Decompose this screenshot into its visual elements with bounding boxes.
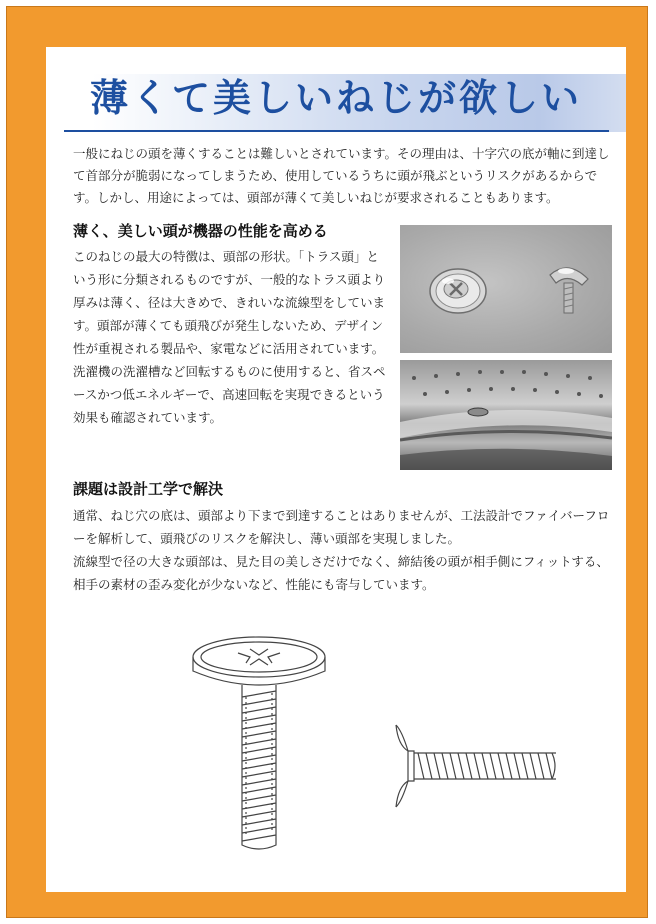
section2-heading: 課題は設計工学で解決: [73, 480, 224, 498]
title-underline: [64, 130, 609, 132]
content-panel: [46, 47, 626, 892]
screw-line-drawing: [176, 627, 556, 857]
orange-frame: [6, 6, 648, 918]
section1-body: [73, 245, 391, 429]
intro-paragraph: 一般にねじの頭を薄くすることは難しいとされています。その理由は、十字穴の底が軸に到達して首部分が脆弱になってしまうため、使用しているうちに頭が飛ぶというリスクがあるからです。しかし、用途によっては、頭部が薄くて美しいねじが要求されることもあります。: [73, 146, 610, 205]
section1-paragraph-2: 洗濯機の洗濯槽など回転するものに使用すると、省スペースかつ低エネルギーで、高速回転を実現できるという効果も確認されています。: [73, 364, 386, 425]
section2-paragraph-2: 流線型で径の大きな頭部は、見た目の美しさだけでなく、締結後の頭が相手側にフィットする、相手の素材の歪み変化が少ないなど、性能にも寄与しています。: [73, 554, 609, 592]
section2-body: [73, 504, 615, 596]
screw-photo: [400, 225, 612, 353]
section1-heading: 薄く、美しい頭が機器の性能を高める: [73, 222, 328, 240]
section2-paragraph-1: 通常、ねじ穴の底は、頭部より下まで到達することはありませんが、工法設計でファイバーフローを解析して、頭飛びのリスクを解決し、薄い頭部を実現しました。: [73, 508, 610, 546]
screw-side-drawing: [396, 725, 556, 807]
page-title: 薄くて美しいねじが欲しい: [89, 76, 582, 120]
section1-paragraph-1: このねじの最大の特徴は、頭部の形状。「トラス頭」という形に分類されるものですが、一般的なトラス頭より厚みは薄く、径は大きめで、きれいな流線型をしています。頭部が薄くても頭飛びが発生しないため、デザイン性が重視される製品や、家電などに活用されています。: [73, 249, 386, 356]
screw-perspective-drawing: [193, 637, 325, 849]
washing-drum-photo: [400, 360, 612, 470]
